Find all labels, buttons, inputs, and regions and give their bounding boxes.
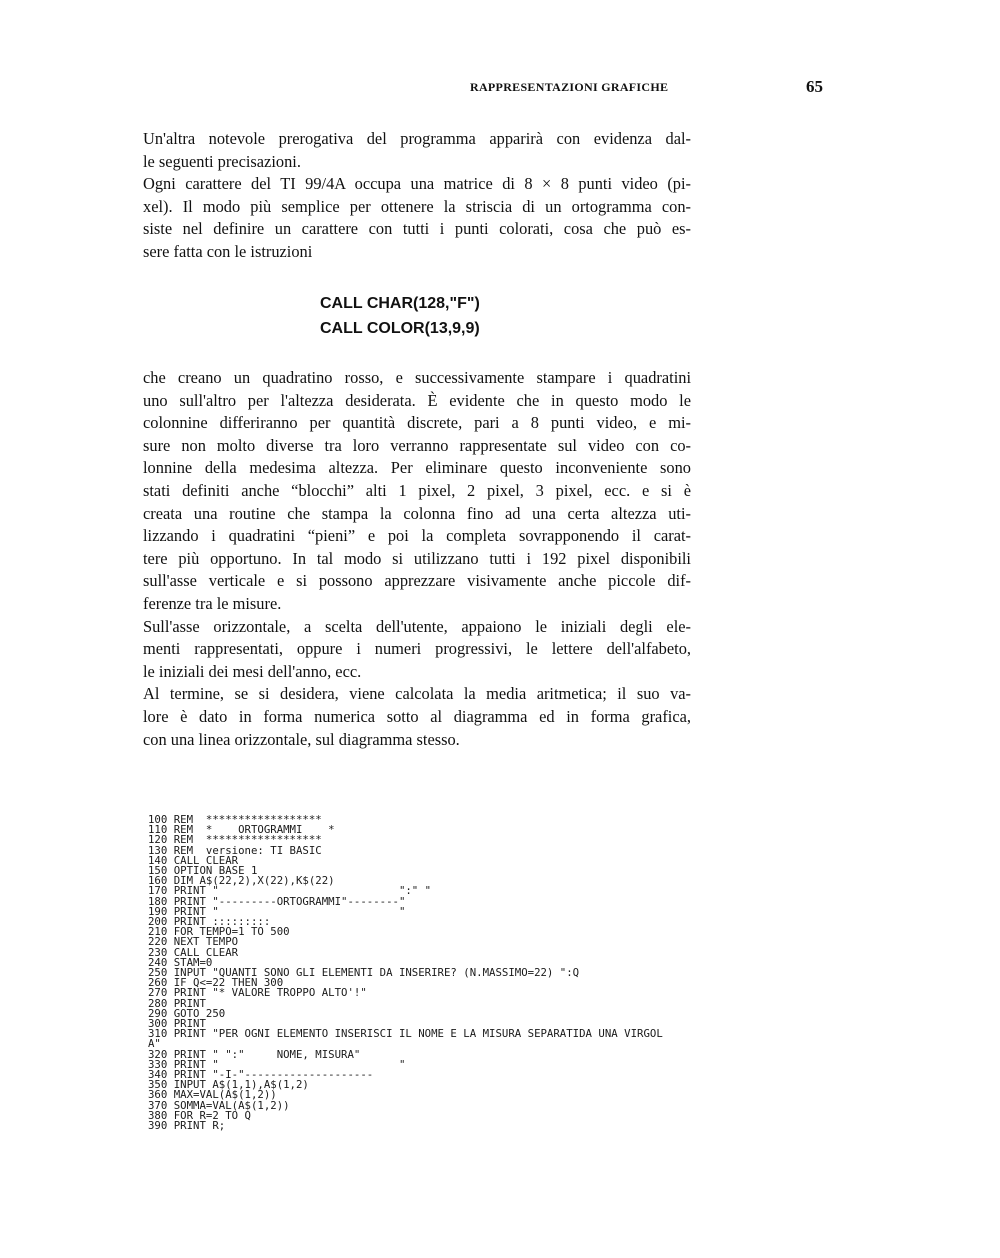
text-line: sull'asse verticale e si possono apprezzare visivamente anche piccole dif- — [143, 571, 691, 591]
text-line: colonnine differiranno per quantità discrete, pari a 8 punti video, e mi- — [143, 413, 691, 433]
listing-line: 300 PRINT — [148, 1017, 206, 1031]
text-line: xel). Il modo più semplice per ottenere la striscia di un ortogramma con- — [143, 196, 691, 216]
listing-line: 320 PRINT " ":" NOME, MISURA" — [148, 1047, 361, 1061]
text-line: stati definiti anche “blocchi” alti 1 pixel, 2 pixel, 3 pixel, ecc. e si è — [143, 480, 691, 500]
listing-line: 270 PRINT "* VALORE TROPPO ALTO'!" — [148, 986, 367, 1000]
listing-line: 330 PRINT " " — [148, 1057, 406, 1071]
listing-line: 210 FOR TEMPO=1 TO 500 — [148, 925, 290, 939]
text-line: lore è dato in forma numerica sotto al diagramma ed in forma grafica, — [143, 706, 691, 726]
listing-line: 350 INPUT A$(1,1),A$(1,2) — [148, 1078, 309, 1092]
text-line: con una linea orizzontale, sul diagramma stesso. — [143, 729, 460, 749]
listing-line: 150 OPTION BASE 1 — [148, 864, 258, 878]
listing-line: 180 PRINT "---------ORTOGRAMMI"--------" — [148, 894, 406, 908]
listing-line: 380 FOR R=2 TO Q — [148, 1108, 251, 1122]
listing-line: 130 REM versione: TI BASIC — [148, 843, 322, 857]
text-line: uno sull'altro per l'altezza desiderata. È evidente che in questo modo le — [143, 390, 691, 410]
text-line: lonnine della medesima altezza. Per eliminare questo inconveniente sono — [143, 458, 691, 478]
listing-line: 260 IF Q<=22 THEN 300 — [148, 976, 284, 990]
text-line: sere fatta con le istruzioni — [143, 241, 313, 261]
running-title: RAPPRESENTAZIONI GRAFICHE — [470, 80, 669, 94]
text-line: tere più opportuno. In tal modo si utilizzano tutti i 192 pixel disponibili — [143, 548, 691, 568]
listing-line: 170 PRINT " ":" " — [148, 884, 432, 898]
text-line: Sull'asse orizzontale, a scelta dell'utente, appaiono le iniziali degli ele- — [143, 616, 691, 636]
listing-line: 190 PRINT " " — [148, 904, 406, 918]
listing-line: 110 REM * ORTOGRAMMI * — [148, 823, 335, 837]
paragraph-1 — [143, 128, 691, 264]
listing-line: 120 REM ****************** — [148, 833, 322, 847]
listing-line: 250 INPUT "QUANTI SONO GLI ELEMENTI DA INSERIRE? (N.MASSIMO=22) ":Q — [148, 966, 580, 980]
listing-line: 220 NEXT TEMPO — [148, 935, 239, 949]
code-line: CALL COLOR(13,9,9) — [320, 320, 480, 337]
text-line: Un'altra notevole prerogativa del programma apparirà con evidenza dal- — [143, 129, 691, 148]
text-line: Ogni carattere del TI 99/4A occupa una matrice di 8 × 8 punti video (pi- — [143, 174, 691, 194]
text-line: menti rappresentati, oppure i numeri progressivi, le lettere dell'alfabeto, — [143, 639, 691, 659]
listing-line: 140 CALL CLEAR — [148, 853, 239, 867]
listing-line: 310 PRINT "PER OGNI ELEMENTO INSERISCI IL NOME E LA MISURA SEPARATIDA UNA VIRGOL — [148, 1027, 663, 1041]
listing-line: 230 CALL CLEAR — [148, 945, 239, 959]
text-line: le iniziali dei mesi dell'anno, ecc. — [143, 661, 362, 681]
text-line: sure non molto diverse tra loro verranno rappresentate sul video con co- — [143, 435, 691, 455]
listing-line: 360 MAX=VAL(A$(1,2)) — [148, 1088, 277, 1102]
listing-line: 200 PRINT ::::::::: — [148, 915, 271, 929]
code-line: CALL CHAR(128,"F") — [320, 295, 480, 312]
paragraph-2 — [143, 367, 691, 751]
program-listing — [148, 815, 663, 1131]
page-number: 65 — [806, 77, 823, 96]
listing-line: 160 DIM A$(22,2),X(22),K$(22) — [148, 874, 335, 888]
text-line: ferenze tra le misure. — [143, 593, 282, 613]
code-example — [320, 291, 480, 341]
text-line: Al termine, se si desidera, viene calcolata la media aritmetica; il suo va- — [143, 684, 691, 704]
listing-line: 240 STAM=0 — [148, 955, 213, 969]
listing-line: 340 PRINT "-I-"-------------------- — [148, 1068, 374, 1082]
listing-line: 390 PRINT R; — [148, 1119, 226, 1133]
listing-line: 280 PRINT — [148, 996, 206, 1010]
listing-line: 370 SOMMA=VAL(A$(1,2)) — [148, 1098, 290, 1112]
text-line: lizzando i quadratini “pieni” e poi la completa sovrapponendo il carat- — [143, 526, 691, 546]
text-line: creata una routine che stampa la colonna fino ad una certa altezza uti- — [143, 503, 691, 523]
text-line: che creano un quadratino rosso, e successivamente stampare i quadratini — [143, 368, 691, 387]
text-line: le seguenti precisazioni. — [143, 151, 301, 171]
text-line: siste nel definire un carattere con tutti i punti colorati, cosa che può es- — [143, 219, 691, 239]
listing-line: 290 GOTO 250 — [148, 1006, 226, 1020]
listing-line: A" — [148, 1037, 161, 1051]
listing-line: 100 REM ****************** — [148, 813, 322, 826]
